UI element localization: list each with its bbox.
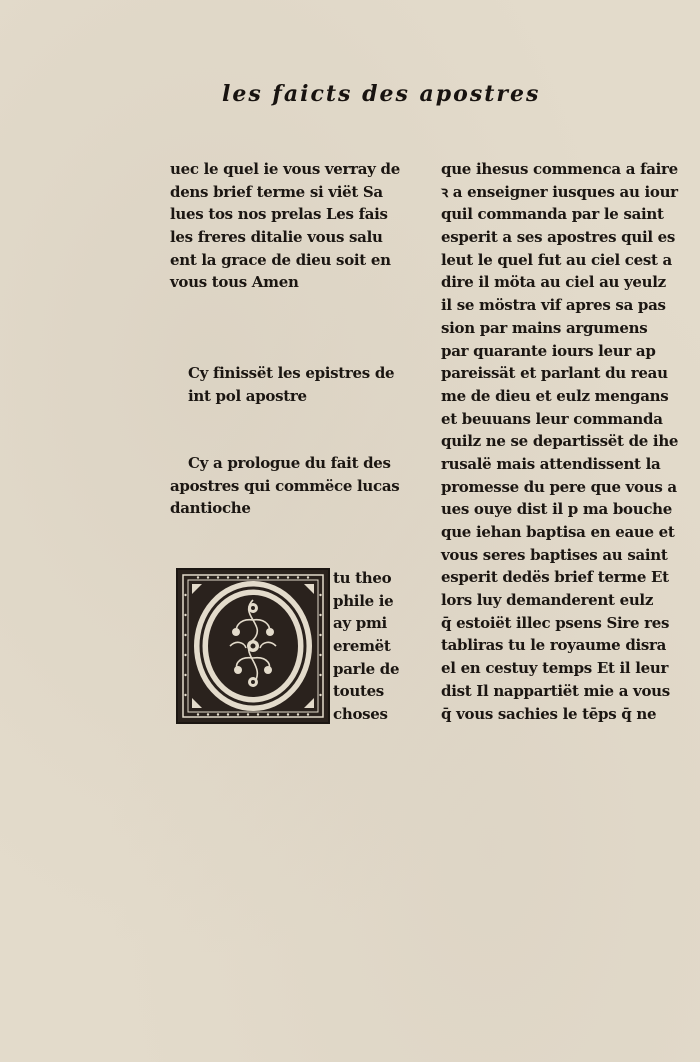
text-line: Cy finissët les epistres de xyxy=(188,364,395,382)
text-line: par quarante iours leur ap xyxy=(441,341,656,360)
text-line: ꝛ a enseigner iusques au iour xyxy=(441,182,678,201)
text-line: quil commanda par le saint xyxy=(441,205,664,224)
text-line: uec le quel ie vous verray de xyxy=(170,160,400,178)
text-line: sion par mains argumens xyxy=(441,318,648,337)
text-line: toutes xyxy=(333,682,384,701)
text-line: ent la grace de dieu soit en xyxy=(170,250,391,269)
text-line: il se möstra vif apres sa pas xyxy=(441,296,666,315)
text-line: lors luy demanderent eulz xyxy=(441,591,654,610)
explicit-epistles xyxy=(188,362,394,407)
text-line: quilz ne se departissët de ihe xyxy=(441,432,679,451)
text-line: esperit dedës brief terme Et xyxy=(441,568,669,587)
text-line: ues ouye dist il p ma bouche xyxy=(441,500,673,519)
text-line: que iehan baptisa en eaue et xyxy=(441,523,675,541)
text-line: ay pmi xyxy=(333,614,387,633)
text-line: phile ie xyxy=(333,591,394,610)
text-line: lues tos nos prelas Les fais xyxy=(170,205,388,224)
text-line: tabliras tu le royaume disra xyxy=(441,636,667,655)
running-head: les faicts des apostres xyxy=(222,81,541,107)
text-line: dire il möta au ciel au yeulz xyxy=(441,273,666,292)
text-line: leut le quel fut au ciel cest a xyxy=(441,250,672,269)
text-line: que ihesus commenca a faire xyxy=(441,160,678,178)
text-line: parle de xyxy=(333,659,400,678)
text-line: et beuuans leur commanda xyxy=(441,409,663,428)
text-line: choses xyxy=(333,705,388,724)
text-line: dist Il nappartiët mie a vous xyxy=(441,681,670,700)
decorated-initial-o xyxy=(176,568,330,724)
text-line: rusalë mais attendissent la xyxy=(441,454,661,473)
text-line: tu theo xyxy=(333,569,392,587)
left-column-body-text xyxy=(333,567,399,726)
text-line: dantioche xyxy=(170,499,251,518)
left-column-top-text xyxy=(170,158,400,294)
text-line: esperit a ses apostres quil es xyxy=(441,228,676,247)
text-line: vous tous Amen xyxy=(170,273,299,292)
prologue-heading xyxy=(170,452,399,520)
text-line: eremët xyxy=(333,637,391,656)
right-column-text xyxy=(441,158,678,725)
text-line: dens brief terme si viët Sa xyxy=(170,182,383,201)
text-line: Cy a prologue du fait des xyxy=(188,454,391,472)
text-line: q̄ estoiët illec psens Sire res xyxy=(441,613,670,632)
floral-initial-icon xyxy=(178,570,328,722)
text-line: me de dieu et eulz mengans xyxy=(441,386,669,405)
text-line: int pol apostre xyxy=(188,386,307,405)
text-line: promesse du pere que vous a xyxy=(441,477,677,496)
text-line: les freres ditalie vous salu xyxy=(170,228,383,247)
text-line: pareissät et parlant du reau xyxy=(441,364,668,383)
text-line: q̄ vous sachies le tēps q̄ ne xyxy=(441,704,657,723)
text-line: apostres qui commëce lucas xyxy=(170,476,400,495)
text-line: el en cestuy temps Et il leur xyxy=(441,659,669,678)
text-line: vous seres baptises au saint xyxy=(441,545,668,564)
